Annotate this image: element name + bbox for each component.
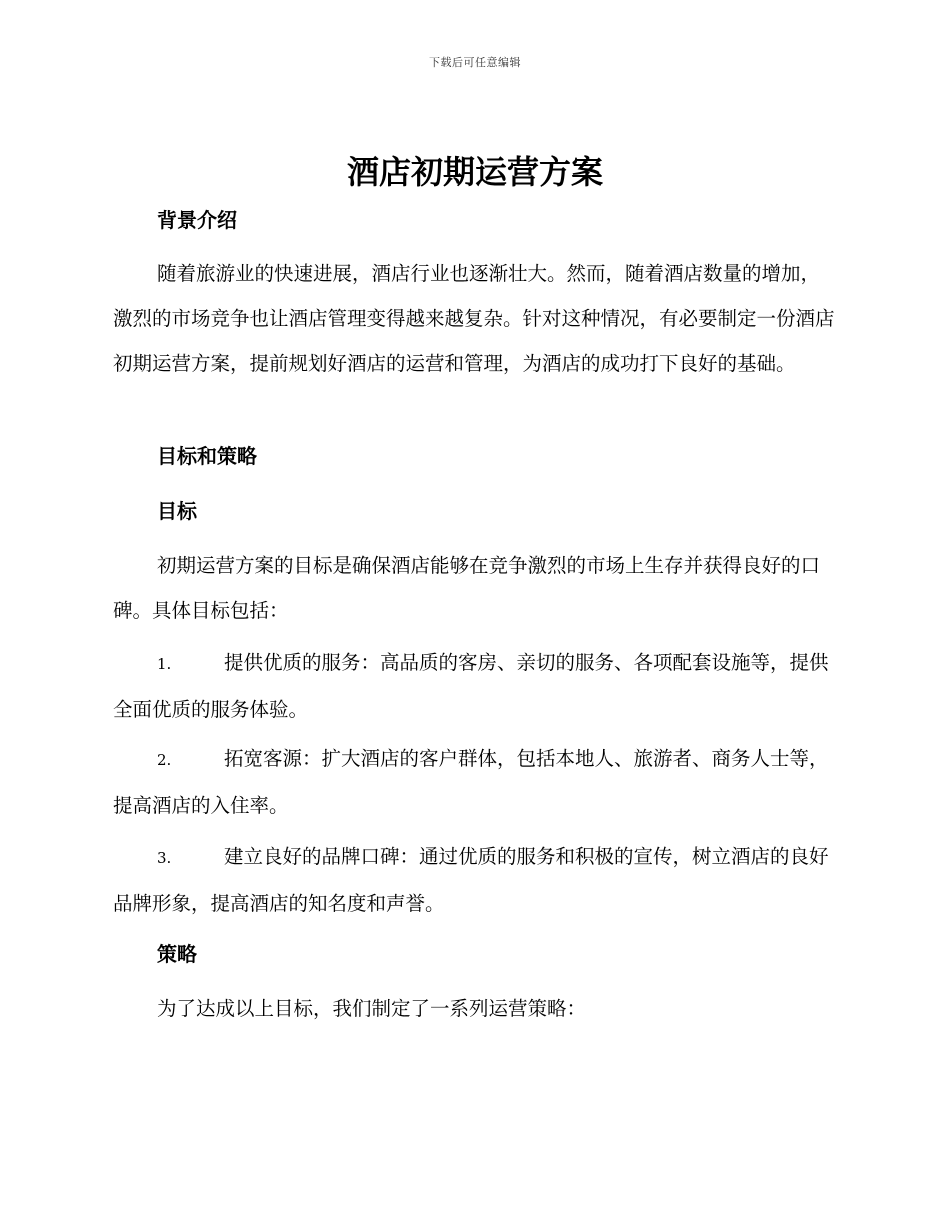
section-heading-background: 背景介绍 <box>157 208 237 232</box>
section-heading-goals-strategy: 目标和策略 <box>157 444 257 468</box>
subheading-strategy: 策略 <box>157 942 197 966</box>
document-title: 酒店初期运营方案 <box>346 153 603 191</box>
goals-intro-paragraph: 初期运营方案的目标是确保酒店能够在竞争激烈的市场上生存并获得良好的口碑。具体目标包括： <box>113 554 821 622</box>
list-number: 1. <box>157 655 172 673</box>
goal-item-1 <box>113 640 835 732</box>
strategy-intro-paragraph: 为了达成以上目标，我们制定了一系列运营策略： <box>157 997 587 1020</box>
list-number: 3. <box>157 849 172 867</box>
subheading-goals: 目标 <box>157 499 197 523</box>
list-text: 拓宽客源：扩大酒店的客户群体，包括本地人、旅游者、商务人士等，提高酒店的入住率。 <box>113 747 829 817</box>
background-paragraph: 随着旅游业的快速进展，酒店行业也逐渐壮大。然而，随着酒店数量的增加，激烈的市场竞争也让酒店管理变得越来越复杂。针对这种情况，有必要制定一份酒店初期运营方案，提前规划好酒店的运营和管理，为酒店的成功打下良好的基础。 <box>113 262 835 375</box>
list-text: 建立良好的品牌口碑：通过优质的服务和积极的宣传，树立酒店的良好品牌形象，提高酒店的知名度和声誉。 <box>113 845 829 915</box>
list-number: 2. <box>157 751 172 769</box>
list-text: 提供优质的服务：高品质的客房、亲切的服务、各项配套设施等，提供全面优质的服务体验。 <box>113 651 829 721</box>
goal-item-3 <box>113 834 835 926</box>
goal-item-2 <box>113 736 835 828</box>
header-note: 下载后可任意编辑 <box>429 56 521 69</box>
